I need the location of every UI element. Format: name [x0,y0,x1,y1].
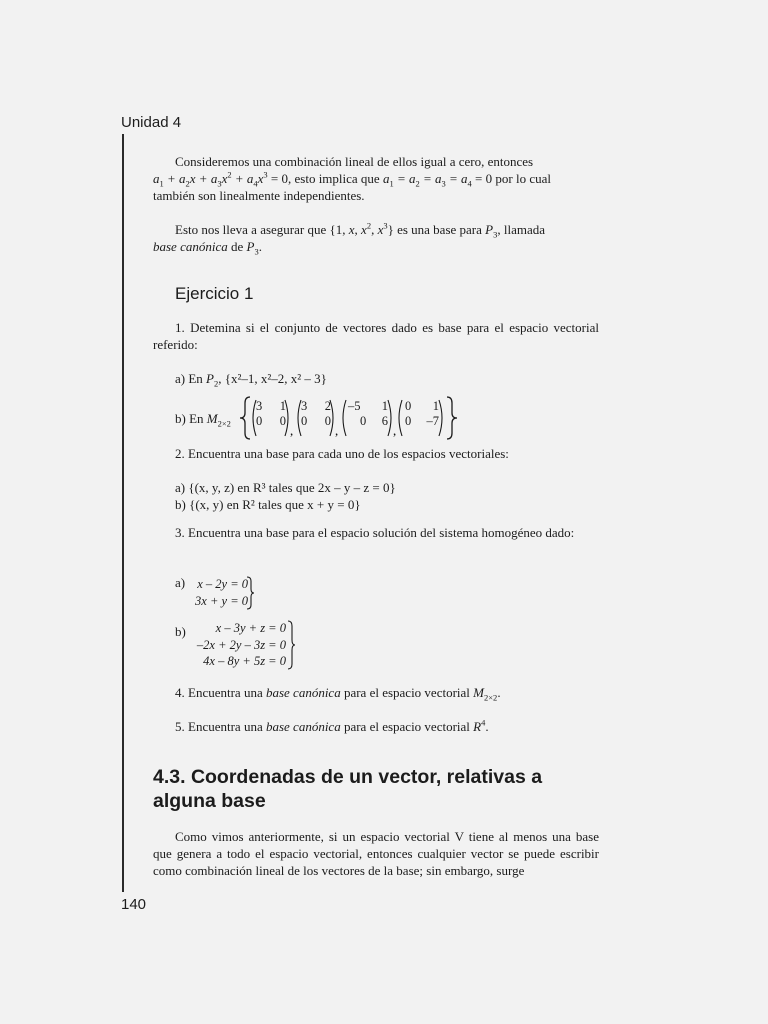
question-2: 2. Encuentra una base para cada uno de los espacios vectoriales: [175,446,509,461]
matrix-entry: –5 [348,399,361,413]
matrix-entry: 0 [301,414,308,428]
matrix-entry: 1 [279,399,286,413]
comma: , [290,423,294,438]
equation: –2x + 2y – 3z = 0 [196,637,286,652]
matrix-4-right-paren [439,400,442,436]
matrix-entry: 2 [324,399,331,413]
matrix-entry: 1 [381,399,388,413]
matrix-entry: 1 [432,399,439,413]
system-b [190,620,286,670]
question-2a: a) {(x, y, z) en R³ tales que 2x – y – z = 0} [175,480,396,495]
intro-line-2: $a_1 + a_2x + a_3x^2 + a_4x^3 = 0$, esto implica que $a_1 = a_2 = a_3 = a_4 = 0$ por lo cual [153,169,551,189]
page-number: 140 [121,896,147,913]
matrix-1 [256,399,286,429]
question-1: 1. Detemina si el conjunto de vectores dado es base para el espacio vectorial referido: [153,320,599,352]
matrix-3-right-paren [388,400,391,436]
basis-line-2: base canónica de $P_3$. [153,239,262,257]
matrix-entry: 0 [324,414,331,428]
question-3b-label: b) [175,624,186,639]
matrix-entry: 0 [405,399,412,413]
intro-line-3: también son linealmente independientes. [153,188,365,203]
question-5: 5. Encuentra una base canónica para el espacio vectorial $R^4$. [175,717,489,734]
matrix-2 [301,399,331,429]
unit-label: Unidad 4 [121,114,182,131]
matrix-entry: 0 [279,414,286,428]
matrix-entry: 6 [381,414,388,428]
matrix-4 [405,399,439,429]
equation: x – 2y = 0 [197,577,248,591]
matrix-4-left-paren [399,400,402,436]
matrix-entry: 0 [256,414,263,428]
section-body: Como vimos anteriormente, si un espacio vectorial V tiene al menos una base que genera a todo el espacio vectorial, entonces cualquier vector se puede escribir como combinación lineal de los vectores de la base; sin embargo, surge [153,829,599,878]
close-brace [447,397,457,439]
basis-line-1: Esto nos lleva a asegurar que {1, x, $x^2$, $x^3$} es una base para $P_3$, llamada [175,220,546,240]
equation: x – 3y + z = 0 [215,621,286,635]
system-b-brace [286,620,296,670]
matrix-entry: 3 [301,399,308,413]
open-brace [240,397,250,439]
equation: 3x + y = 0 [195,594,248,608]
question-1a: a) En $P_2$, {x²–1, x²–2, x² – 3} [175,371,327,389]
question-3a-label: a) [175,575,186,590]
question-1b-label: b) En $M_{2\times 2}$ [175,411,231,429]
question-3: 3. Encuentra una base para el espacio solución del sistema homogéneo dado: [175,525,575,540]
system-a-brace [245,576,255,610]
exercise-title: Ejercicio 1 [175,284,254,303]
question-2b: b) {(x, y) en R² tales que x + y = 0} [175,497,361,512]
comma: , [335,423,339,438]
equation: 4x – 8y + 5z = 0 [203,654,286,668]
matrix-entry: –7 [426,414,439,428]
matrix-entry: 0 [360,414,367,428]
matrix-3 [348,399,388,429]
comma: , [393,423,397,438]
matrix-3-left-paren [343,400,346,436]
matrix-entry: 3 [256,399,263,413]
matrix-entry: 0 [405,414,412,428]
system-a [192,576,248,610]
question-4: 4. Encuentra una base canónica para el espacio vectorial $M_{2\times 2}$. [175,685,501,703]
section-title: 4.3. Coordenadas de un vector, relativas a alguna base [153,766,543,812]
intro-line-1: Consideremos una combinación lineal de ellos igual a cero, entonces [175,154,534,169]
margin-rule [122,134,124,892]
